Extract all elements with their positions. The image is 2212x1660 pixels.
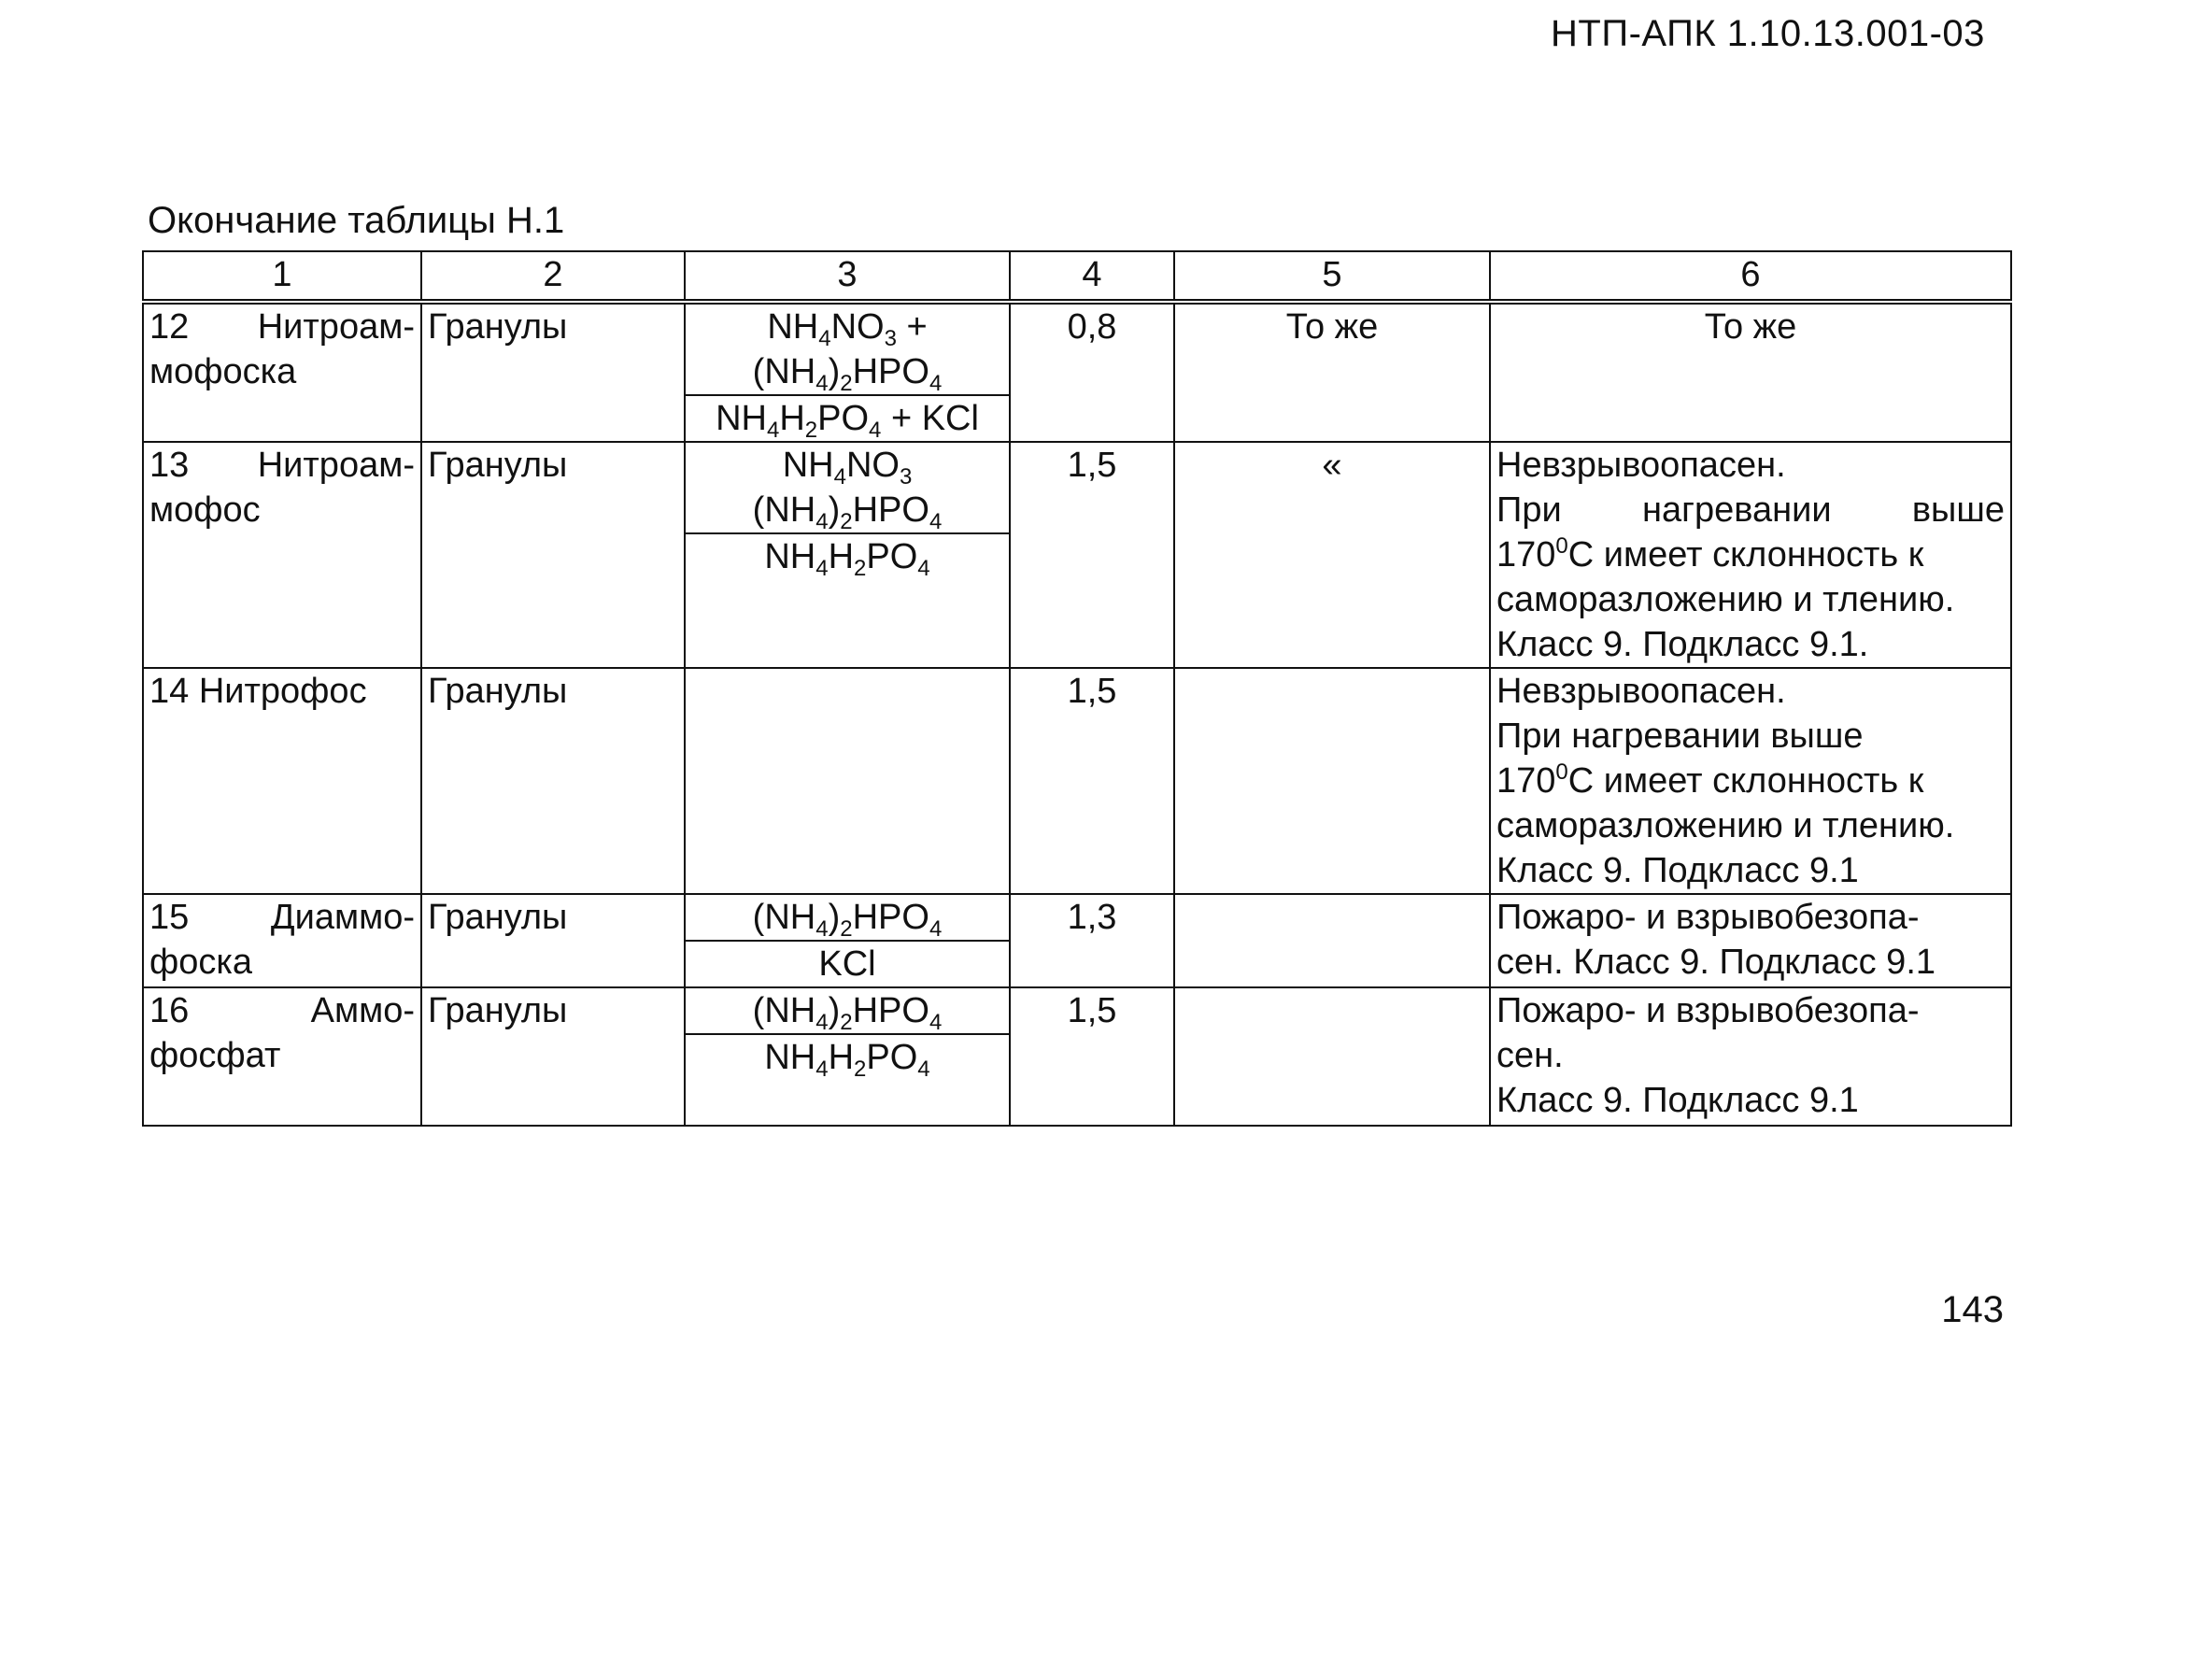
cell-formula <box>685 894 1010 987</box>
description-line: При нагревании выше <box>1496 716 1864 756</box>
name-line: 12 Нитроам- <box>149 307 415 347</box>
table-row <box>143 442 2011 668</box>
document-code: НТП-АПК 1.10.13.001-03 <box>1551 13 1985 54</box>
name-line: мофоска <box>149 352 297 391</box>
formula-line: $NH_4H_2PO_4$ <box>764 1038 930 1082</box>
name-line: 16 Аммо- <box>149 991 415 1030</box>
cell-name <box>143 894 421 987</box>
description-line: $170^0С$ имеет склонность к <box>1496 759 1924 801</box>
cell-value: 1,5 <box>1010 442 1174 668</box>
description-line: Пожаро- и взрывобезопа- <box>1496 898 1920 937</box>
cell-col5: То же <box>1174 302 1490 442</box>
cell-name <box>143 668 421 894</box>
description-line: При нагревании выше <box>1496 490 2005 530</box>
formula-group <box>686 988 1009 1033</box>
formula-group <box>686 940 1009 986</box>
name-line: мофос <box>149 490 261 530</box>
formula-line: $(NH_4)_2HPO_4$ <box>752 352 943 396</box>
column-header: 5 <box>1174 251 1490 302</box>
formula-group <box>686 394 1009 441</box>
table-row <box>143 987 2011 1126</box>
formula-group <box>686 532 1009 579</box>
description-line: сен. <box>1496 1036 1564 1075</box>
column-header: 4 <box>1010 251 1174 302</box>
cell-description <box>1490 987 2011 1126</box>
formula-line: KCl <box>818 944 876 984</box>
cell-col5 <box>1174 668 1490 894</box>
formula-line: $NH_4NO_3$ <box>782 446 913 489</box>
cell-formula <box>685 987 1010 1126</box>
name-line: 13 Нитроам- <box>149 446 415 485</box>
description-line: То же <box>1704 307 1797 347</box>
cell-description <box>1490 894 2011 987</box>
cell-formula <box>685 302 1010 442</box>
description-line: сен. Класс 9. Подкласс 9.1 <box>1496 943 1936 982</box>
cell-value: 1,3 <box>1010 894 1174 987</box>
cell-description <box>1490 442 2011 668</box>
name-line: фоска <box>149 943 252 982</box>
table-caption: Окончание таблицы Н.1 <box>148 200 565 241</box>
name-line: 14 Нитрофос <box>149 672 367 711</box>
column-header: 3 <box>685 251 1010 302</box>
formula-group <box>686 443 1009 532</box>
description-line: Класс 9. Подкласс 9.1 <box>1496 1081 1859 1120</box>
table-row <box>143 894 2011 987</box>
column-header: 6 <box>1490 251 2011 302</box>
formula-line: $NH_4H_2PO_4$ <box>764 537 930 581</box>
cell-col5: « <box>1174 442 1490 668</box>
cell-col5 <box>1174 894 1490 987</box>
cell-form: Гранулы <box>421 894 685 987</box>
description-line: Класс 9. Подкласс 9.1. <box>1496 625 1869 664</box>
page-number: 143 <box>1941 1289 2004 1330</box>
formula-line: $NH_4H_2PO_4$ + KCl <box>716 399 979 443</box>
name-line: 15 Диаммо- <box>149 898 415 937</box>
formula-line: $(NH_4)_2HPO_4$ <box>752 490 943 534</box>
cell-value: 0,8 <box>1010 302 1174 442</box>
description-line: саморазложению и тлению. <box>1496 580 1955 619</box>
formula-line: $NH_4NO_3$ + <box>767 307 928 351</box>
description-line: Невзрывоопасен. <box>1496 446 1786 485</box>
cell-form: Гранулы <box>421 668 685 894</box>
cell-value: 1,5 <box>1010 987 1174 1126</box>
table-row <box>143 302 2011 442</box>
cell-description <box>1490 302 2011 442</box>
table-header-row <box>143 251 2011 302</box>
description-line: саморазложению и тлению. <box>1496 806 1955 845</box>
cell-formula <box>685 442 1010 668</box>
cell-formula <box>685 668 1010 894</box>
column-header: 2 <box>421 251 685 302</box>
table-row <box>143 668 2011 894</box>
cell-name <box>143 987 421 1126</box>
formula-line: $(NH_4)_2HPO_4$ <box>752 898 943 942</box>
table-body <box>143 251 2011 1126</box>
data-table <box>142 250 2012 1127</box>
formula-group <box>686 1033 1009 1080</box>
cell-name <box>143 442 421 668</box>
cell-description <box>1490 668 2011 894</box>
formula-group <box>686 895 1009 940</box>
cell-value: 1,5 <box>1010 668 1174 894</box>
cell-col5 <box>1174 987 1490 1126</box>
cell-name <box>143 302 421 442</box>
column-header: 1 <box>143 251 421 302</box>
formula-group <box>686 305 1009 394</box>
description-line: Пожаро- и взрывобезопа- <box>1496 991 1920 1030</box>
formula-line: $(NH_4)_2HPO_4$ <box>752 991 943 1035</box>
description-line: Класс 9. Подкласс 9.1 <box>1496 851 1859 890</box>
description-line: $170^0С$ имеет склонность к <box>1496 533 1924 575</box>
cell-form: Гранулы <box>421 987 685 1126</box>
description-line: Невзрывоопасен. <box>1496 672 1786 711</box>
name-line: фосфат <box>149 1036 281 1075</box>
cell-form: Гранулы <box>421 442 685 668</box>
cell-form: Гранулы <box>421 302 685 442</box>
